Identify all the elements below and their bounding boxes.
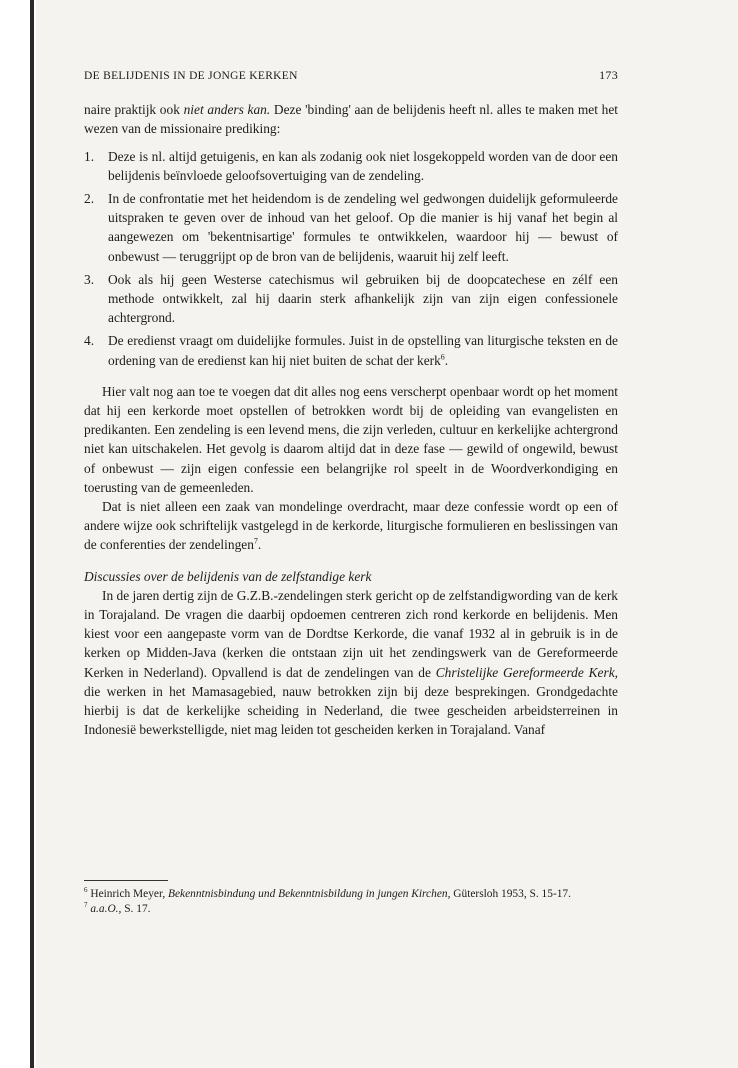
- page-number: 173: [599, 68, 618, 82]
- footnote-text-b: S. 17.: [121, 903, 151, 915]
- footnote-text-b: Gütersloh 1953, S. 15-17.: [450, 888, 571, 900]
- list-item: [84, 331, 618, 369]
- list-item-text: De eredienst vraagt om duidelijke formules. Juist in de opstelling van liturgische teksten en de ordening van de eredienst kan hij niet buiten de schat der kerk: [108, 333, 618, 368]
- footnote-number: 6: [84, 886, 88, 895]
- paragraph-text: Dat is niet alleen een zaak van mondelinge overdracht, maar deze confessie wordt op een of andere wijze ook schriftelijk vastgelegd in de kerkorde, liturgische formulieren en beslissingen van de conferenties der zendelingen: [84, 499, 618, 553]
- intro-italic: niet anders kan.: [183, 102, 271, 118]
- list-item-number: 2.: [84, 191, 95, 207]
- footnote-number: 7: [84, 901, 88, 910]
- running-header: [84, 66, 618, 86]
- section-subheading: Discussies over de belijdenis van de zelfstandige kerk: [84, 568, 372, 584]
- paragraph-italic: Christelijke Gereformeerde Kerk,: [435, 664, 618, 680]
- footnote-ref: 7: [253, 537, 258, 546]
- footnotes: [84, 880, 618, 917]
- list-item: [84, 147, 618, 185]
- intro-text-b: Deze 'binding' aan de belijdenis heeft nl. alles te maken met het wezen van de missionaire prediking:: [84, 102, 618, 137]
- body-paragraph: [84, 497, 618, 555]
- intro-paragraph: [84, 100, 618, 138]
- footnote-italic: Bekenntnisbindung und Bekenntnisbildung in jungen Kirchen,: [168, 888, 451, 900]
- list-item-number: 1.: [84, 148, 95, 164]
- footnote-italic: a.a.O.,: [90, 903, 122, 915]
- page-content: [84, 66, 618, 740]
- list-item: [84, 270, 618, 328]
- numbered-list: [84, 147, 618, 370]
- list-item-text: In de confrontatie met het heidendom is de zendeling wel gedwongen duidelijk geformuleerde uitspraken te geven over de inhoud van het geloof. Op die manier is hij vanaf het begin al aangewezen om 'bekentnisartige' formules te ontwikkelen, waardoor hij — bewust of onbewust — teruggrijpt op de bron van de belijdenis, waaruit hij zelf leeft.: [108, 191, 618, 264]
- paragraph-text-a: In de jaren dertig zijn de G.Z.B.-zendelingen sterk gericht op de zelfstandigwording van de kerk in Torajaland. De vragen die daarbij opdoemen centreren zich rond kerkorde en belijdenis. Men kiest voor een aangepaste vorm van de Dordtse Kerkorde, die vanaf 1932 al in gebruik is in de kerken op Midden-Java (kerken die ontstaan zijn uit het zendingswerk van de Gereformeerde Kerken in Nederland). Opvallend is dat de zendelingen van de: [84, 587, 618, 680]
- list-item-text: Ook als hij geen Westerse catechismus wil gebruiken bij de doopcatechese en zélf een methode ontwikkelt, zal hij daarin sterk afhankelijk zijn van zijn eigen confessionele achtergrond.: [108, 271, 618, 326]
- list-item-number: 3.: [84, 271, 95, 287]
- paragraph-text-b: die werken in het Mamasagebied, nauw betrokken zijn bij deze besprekingen. Grondgedachte hierbij is dat de kerkelijke scheiding in Nederland, die twee gescheiden arbeidsterreinen in Indonesië bewerkstelligde, niet mag leiden tot gescheiden kerken in Torajaland. Vanaf: [84, 683, 618, 738]
- footnote-rule: [84, 880, 168, 881]
- intro-text-a: naire praktijk ook: [84, 102, 184, 118]
- footnote-text-a: Heinrich Meyer,: [87, 888, 169, 900]
- book-spine-edge: [0, 0, 36, 1068]
- list-item-text: Deze is nl. altijd getuigenis, en kan als zodanig ook niet losgekoppeld worden van de door een belijdenis beïnvloede geloofsovertuiging van de zendeling.: [108, 148, 618, 183]
- footnote-ref: 6: [440, 352, 445, 362]
- footnote: [84, 902, 618, 917]
- list-item-tail: .: [444, 352, 449, 368]
- running-title: DE BELIJDENIS IN DE JONGE KERKEN: [84, 70, 298, 82]
- list-item: [84, 189, 618, 266]
- list-item-number: 4.: [84, 333, 95, 349]
- body-paragraph: Hier valt nog aan toe te voegen dat dit alles nog eens verscherpt openbaar wordt op het moment dat hij een kerkorde moet opstellen of betrokken wordt bij de opleiding van evangelisten en predikanten. Een zendeling is een levend mens, die zijn verleden, cultuur en kerkelijke achtergrond niet kan uitschakelen. Het gevolg is daarom altijd dat in deze fase — gewild of ongewild, bewust of onbewust — zijn eigen confessie een belangrijke rol speelt in de Woordverkondiging en toerusting van de gemeenleden.: [84, 383, 618, 495]
- paragraph-tail: .: [257, 537, 262, 553]
- footnote: [84, 887, 618, 902]
- body-paragraph: [84, 586, 618, 740]
